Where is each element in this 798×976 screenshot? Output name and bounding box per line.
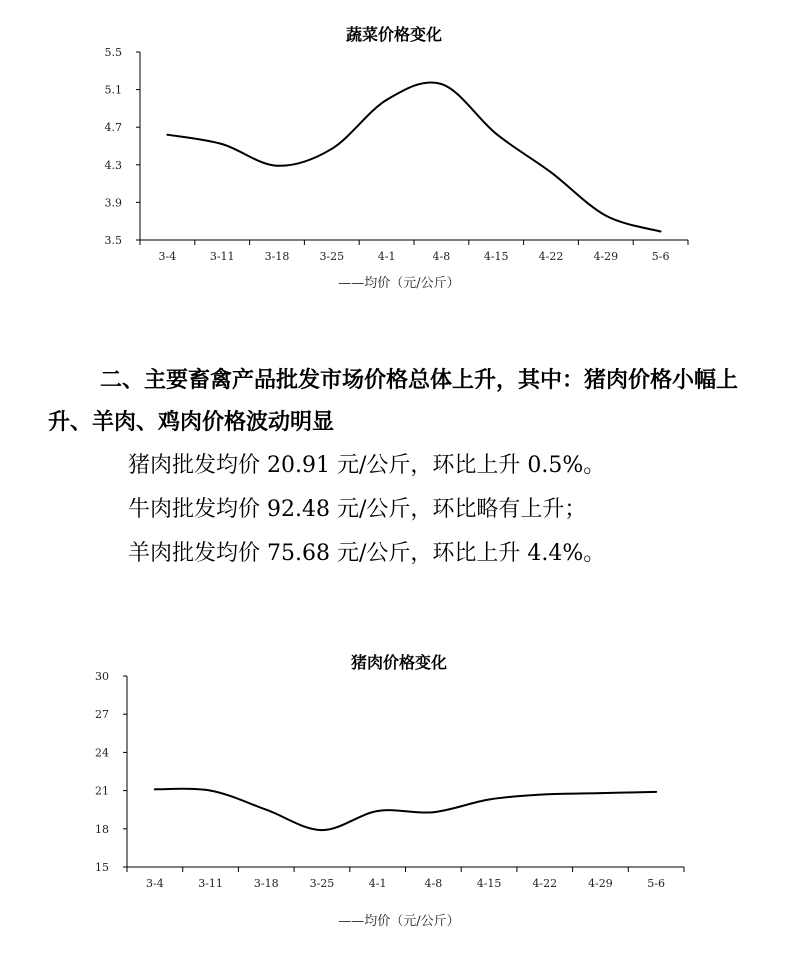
data-point xyxy=(386,99,388,101)
x-tick-label: 4-1 xyxy=(368,877,387,890)
x-tick-label: 4-15 xyxy=(476,877,502,890)
x-tick-label: 5-6 xyxy=(651,250,670,263)
x-tick-label: 4-29 xyxy=(588,877,613,890)
data-point xyxy=(432,811,434,813)
y-tick-label: 18 xyxy=(95,822,109,836)
y-tick-label: 4.3 xyxy=(104,158,122,172)
data-point xyxy=(221,143,223,145)
x-tick-label: 3-25 xyxy=(319,250,345,263)
data-point xyxy=(544,793,546,795)
paragraph-beef: 牛肉批发均价 92.48 元/公斤，环比略有上升； xyxy=(128,497,587,522)
data-point xyxy=(331,148,333,150)
y-tick-label: 3.5 xyxy=(104,234,122,247)
y-tick-label: 5.1 xyxy=(104,83,122,97)
y-tick-label: 4.7 xyxy=(104,121,122,135)
x-tick-label: 4-22 xyxy=(538,250,564,263)
y-tick-label: 24 xyxy=(95,746,109,760)
chart-title: 猪肉价格变化 xyxy=(350,653,447,672)
chart-title: 蔬菜价格变化 xyxy=(345,25,442,44)
y-tick-label: 21 xyxy=(95,784,109,798)
vegetable-price-chart xyxy=(0,0,798,300)
y-tick-label: 27 xyxy=(95,708,109,722)
x-tick-label: 4-1 xyxy=(377,250,396,263)
x-tick-label: 4-22 xyxy=(532,877,558,890)
x-tick-label: 5-6 xyxy=(647,877,666,890)
data-point xyxy=(321,829,323,831)
data-point xyxy=(377,810,379,812)
x-tick-label: 4-29 xyxy=(593,250,619,263)
x-tick-label: 3-11 xyxy=(209,250,235,263)
data-point xyxy=(599,792,601,794)
data-point xyxy=(605,215,607,217)
paragraph-mutton: 羊肉批发均价 75.68 元/公斤，环比上升 4.4%。 xyxy=(128,541,606,566)
y-tick-label: 30 xyxy=(95,670,109,683)
data-point xyxy=(495,133,497,135)
x-tick-label: 4-15 xyxy=(483,250,509,263)
data-point xyxy=(655,791,657,793)
paragraph-pork: 猪肉批发均价 20.91 元/公斤，环比上升 0.5%。 xyxy=(128,453,606,478)
data-point xyxy=(660,231,662,233)
pork-price-chart xyxy=(0,640,798,976)
x-tick-label: 3-18 xyxy=(264,250,290,263)
chart-legend: ——均价（元/公斤） xyxy=(338,276,460,291)
data-point xyxy=(265,809,267,811)
section-text xyxy=(0,360,798,576)
data-point xyxy=(154,788,156,790)
x-tick-label: 3-25 xyxy=(309,877,335,890)
series-line xyxy=(155,789,656,830)
data-point xyxy=(488,799,490,801)
x-tick-label: 3-11 xyxy=(198,877,223,890)
chart-plot xyxy=(0,0,798,300)
x-tick-label: 3-18 xyxy=(253,877,279,890)
x-tick-label: 4-8 xyxy=(424,877,443,890)
data-point xyxy=(166,134,168,136)
x-tick-label: 3-4 xyxy=(145,877,164,890)
data-point xyxy=(210,790,212,792)
y-tick-label: 15 xyxy=(95,861,109,874)
series-line xyxy=(167,82,660,231)
y-tick-label: 5.5 xyxy=(104,46,122,59)
data-point xyxy=(440,83,442,85)
y-tick-label: 3.9 xyxy=(104,196,122,210)
data-point xyxy=(276,165,278,167)
x-tick-label: 4-8 xyxy=(432,250,451,263)
chart-legend: ——均价（元/公斤） xyxy=(338,914,460,929)
section-heading: 二、主要畜禽产品批发市场价格总体上升，其中：猪肉价格小幅上升、羊肉、鸡肉价格波动明显 xyxy=(48,368,739,435)
x-tick-label: 3-4 xyxy=(158,250,177,263)
data-point xyxy=(550,171,552,173)
